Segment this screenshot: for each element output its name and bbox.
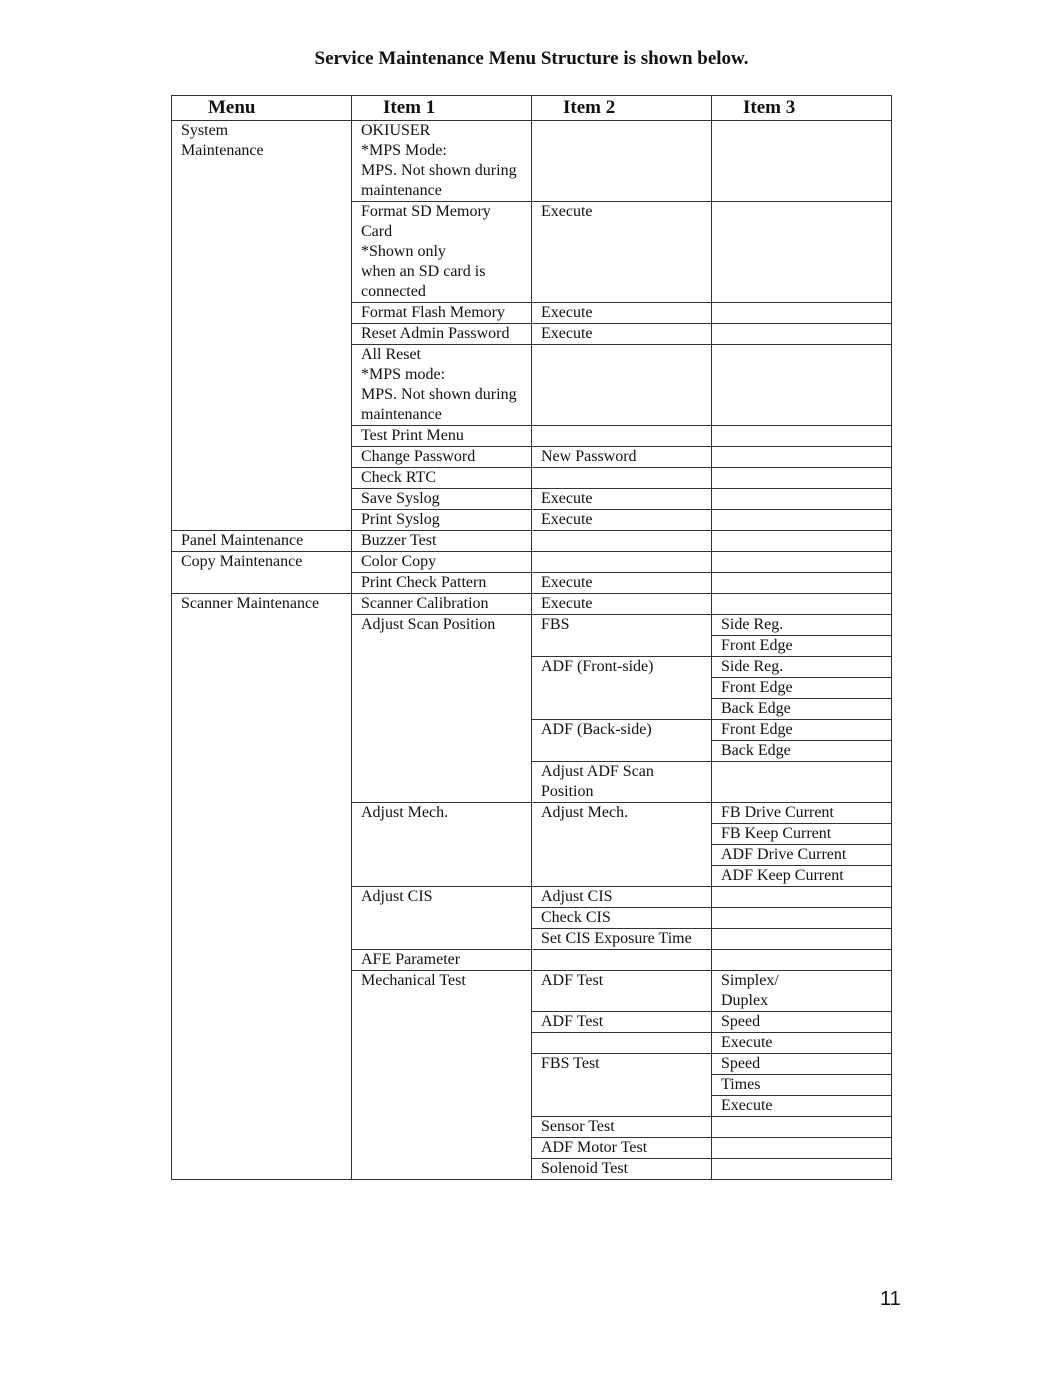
cell-menu	[172, 552, 352, 594]
cell-item-3	[712, 324, 892, 345]
cell-item-1	[352, 121, 532, 202]
cell-item-1	[352, 426, 532, 447]
cell-text: Front Edge	[721, 679, 793, 696]
cell-item-3	[712, 1075, 892, 1096]
cell-text: Buzzer Test	[361, 532, 437, 549]
cell-item-2	[532, 573, 712, 594]
cell-item-3	[712, 552, 892, 573]
cell-item-3	[712, 345, 892, 426]
cell-item-1	[352, 573, 532, 594]
cell-item-3	[712, 678, 892, 699]
cell-item-2	[532, 552, 712, 573]
column-header-menu: Menu	[172, 96, 352, 121]
cell-text: New Password	[541, 448, 637, 465]
cell-item-3	[712, 699, 892, 720]
cell-item-2	[532, 1117, 712, 1138]
cell-text: Check CIS	[541, 909, 611, 926]
cell-menu	[172, 531, 352, 552]
cell-text: Copy Maintenance	[181, 553, 303, 570]
cell-item-3	[712, 866, 892, 887]
table-row	[172, 552, 892, 573]
cell-text: Execute	[541, 574, 593, 591]
cell-item-2	[532, 950, 712, 971]
cell-item-3	[712, 1159, 892, 1180]
cell-text: Print Check Pattern	[361, 574, 487, 591]
cell-text: Panel Maintenance	[181, 532, 304, 549]
cell-text: ADF Drive Current	[721, 846, 847, 863]
cell-item-3	[712, 510, 892, 531]
cell-item-2	[532, 531, 712, 552]
cell-text: OKIUSER *MPS Mode: MPS. Not shown during maintenance	[361, 122, 517, 199]
cell-item-1	[352, 887, 532, 950]
table-body	[172, 121, 892, 1180]
cell-text: FB Drive Current	[721, 804, 834, 821]
cell-item-3	[712, 121, 892, 202]
cell-item-3	[712, 887, 892, 908]
cell-item-2	[532, 1033, 712, 1054]
table-header-row	[172, 96, 892, 121]
cell-item-2	[532, 345, 712, 426]
cell-item-2	[532, 1159, 712, 1180]
cell-item-1	[352, 971, 532, 1180]
cell-item-2	[532, 121, 712, 202]
cell-item-3	[712, 1138, 892, 1159]
cell-text: Side Reg.	[721, 658, 784, 675]
cell-text: ADF (Front-side)	[541, 658, 654, 675]
cell-text: Reset Admin Password	[361, 325, 510, 342]
cell-text: System Maintenance	[181, 122, 264, 159]
cell-item-2	[532, 657, 712, 720]
cell-item-3	[712, 741, 892, 762]
cell-item-2	[532, 762, 712, 803]
cell-item-3	[712, 845, 892, 866]
cell-text: Execute	[541, 203, 593, 220]
table-row	[172, 121, 892, 202]
cell-text: Times	[721, 1076, 761, 1093]
cell-text: Format SD Memory Card *Shown only when an SD card is connected	[361, 203, 491, 300]
cell-item-1	[352, 303, 532, 324]
cell-text: FBS Test	[541, 1055, 600, 1072]
cell-item-1	[352, 950, 532, 971]
cell-item-3	[712, 1117, 892, 1138]
cell-item-1	[352, 324, 532, 345]
cell-text: Scanner Calibration	[361, 595, 489, 612]
cell-item-1	[352, 552, 532, 573]
cell-item-3	[712, 929, 892, 950]
cell-text: ADF Test	[541, 1013, 604, 1030]
cell-item-2	[532, 615, 712, 657]
cell-item-3	[712, 615, 892, 636]
cell-text: Execute	[721, 1034, 773, 1051]
cell-item-2	[532, 1012, 712, 1033]
cell-item-3	[712, 1096, 892, 1117]
cell-item-1	[352, 447, 532, 468]
cell-item-3	[712, 531, 892, 552]
page-title: Service Maintenance Menu Structure is shown below.	[314, 48, 749, 69]
cell-item-3	[712, 1054, 892, 1075]
cell-text: ADF Motor Test	[541, 1139, 648, 1156]
cell-item-1	[352, 489, 532, 510]
cell-item-2	[532, 720, 712, 762]
cell-item-2	[532, 594, 712, 615]
cell-text: All Reset *MPS mode: MPS. Not shown during maintenance	[361, 346, 517, 423]
cell-text: Check RTC	[361, 469, 437, 486]
cell-text: Mechanical Test	[361, 972, 466, 989]
cell-item-2	[532, 202, 712, 303]
cell-item-3	[712, 447, 892, 468]
cell-item-3	[712, 1012, 892, 1033]
cell-item-1	[352, 531, 532, 552]
cell-item-3	[712, 908, 892, 929]
cell-item-2	[532, 803, 712, 887]
column-header-item-2: Item 2	[532, 96, 712, 121]
cell-item-3	[712, 803, 892, 824]
cell-text: FB Keep Current	[721, 825, 832, 842]
cell-text: AFE Parameter	[361, 951, 461, 968]
cell-text: Adjust CIS	[361, 888, 433, 905]
cell-item-3	[712, 303, 892, 324]
column-header-item-1: Item 1	[352, 96, 532, 121]
cell-text: Set CIS Exposure Time	[541, 930, 692, 947]
cell-item-1	[352, 468, 532, 489]
cell-text: Speed	[721, 1013, 761, 1030]
cell-text: Execute	[541, 304, 593, 321]
cell-item-2	[532, 489, 712, 510]
cell-text: Change Password	[361, 448, 476, 465]
table-row	[172, 594, 892, 615]
cell-text: ADF Test	[541, 972, 604, 989]
cell-item-2	[532, 887, 712, 908]
cell-text: Front Edge	[721, 721, 793, 738]
cell-item-3	[712, 426, 892, 447]
cell-text: Front Edge	[721, 637, 793, 654]
cell-item-2	[532, 468, 712, 489]
cell-item-2	[532, 1054, 712, 1117]
cell-item-2	[532, 303, 712, 324]
cell-item-2	[532, 324, 712, 345]
cell-item-1	[352, 615, 532, 803]
cell-item-1	[352, 594, 532, 615]
cell-text: Back Edge	[721, 742, 791, 759]
cell-text: Execute	[721, 1097, 773, 1114]
cell-item-3	[712, 657, 892, 678]
cell-item-2	[532, 971, 712, 1012]
cell-menu	[172, 594, 352, 1180]
cell-text: Speed	[721, 1055, 761, 1072]
cell-item-1	[352, 345, 532, 426]
menu-structure-table	[171, 95, 892, 1180]
cell-text: Adjust ADF Scan Position	[541, 763, 654, 800]
cell-item-2	[532, 929, 712, 950]
cell-text: Back Edge	[721, 700, 791, 717]
cell-item-2	[532, 510, 712, 531]
cell-item-3	[712, 573, 892, 594]
table-row	[172, 531, 892, 552]
cell-item-1	[352, 803, 532, 887]
cell-item-1	[352, 510, 532, 531]
cell-item-3	[712, 489, 892, 510]
cell-item-3	[712, 468, 892, 489]
cell-text: Format Flash Memory	[361, 304, 505, 321]
cell-item-3	[712, 1033, 892, 1054]
cell-item-3	[712, 202, 892, 303]
cell-text: Adjust Mech.	[541, 804, 629, 821]
cell-item-3	[712, 762, 892, 803]
cell-item-3	[712, 824, 892, 845]
cell-item-1	[352, 202, 532, 303]
cell-item-2	[532, 1138, 712, 1159]
cell-text: Execute	[541, 511, 593, 528]
cell-text: Sensor Test	[541, 1118, 615, 1135]
cell-text: Solenoid Test	[541, 1160, 629, 1177]
cell-item-2	[532, 426, 712, 447]
cell-text: Side Reg.	[721, 616, 784, 633]
cell-item-3	[712, 720, 892, 741]
cell-text: Simplex/ Duplex	[721, 972, 779, 1009]
cell-text: Adjust Mech.	[361, 804, 449, 821]
cell-text: Execute	[541, 595, 593, 612]
cell-menu	[172, 121, 352, 531]
cell-text: Color Copy	[361, 553, 437, 570]
cell-text: Scanner Maintenance	[181, 595, 320, 612]
cell-text: Adjust Scan Position	[361, 616, 496, 633]
cell-item-3	[712, 950, 892, 971]
cell-text: ADF Keep Current	[721, 867, 844, 884]
cell-item-3	[712, 636, 892, 657]
column-header-item-3: Item 3	[712, 96, 892, 121]
cell-text: Save Syslog	[361, 490, 440, 507]
cell-text: Test Print Menu	[361, 427, 464, 444]
cell-text: Print Syslog	[361, 511, 440, 528]
cell-item-2	[532, 908, 712, 929]
cell-item-3	[712, 971, 892, 1012]
page-number: 11	[880, 1288, 901, 1310]
cell-text: ADF (Back-side)	[541, 721, 652, 738]
cell-text: Execute	[541, 325, 593, 342]
cell-text: FBS	[541, 616, 570, 633]
cell-text: Execute	[541, 490, 593, 507]
cell-item-3	[712, 594, 892, 615]
cell-item-2	[532, 447, 712, 468]
cell-text: Adjust CIS	[541, 888, 613, 905]
